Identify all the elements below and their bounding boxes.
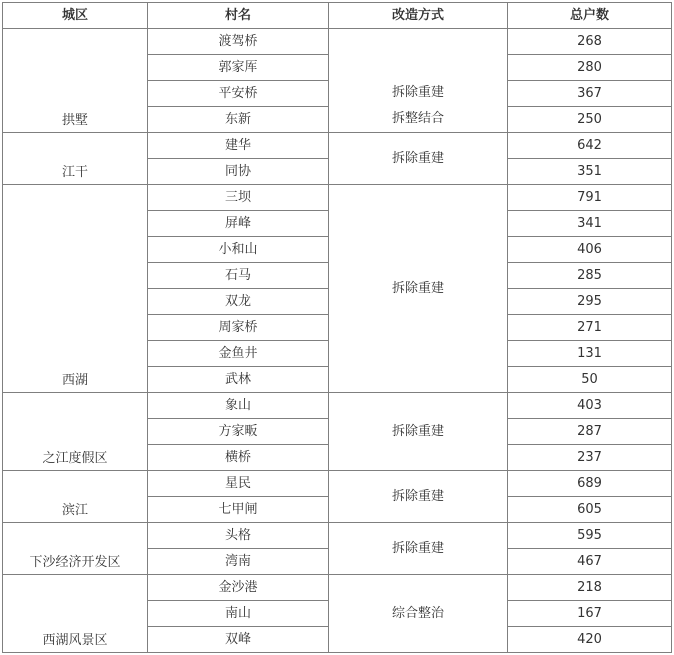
method-label: 拆整结合	[391, 111, 444, 126]
header-village: 村名	[148, 3, 329, 29]
renovation-method-cell: 拆除重建	[329, 393, 508, 471]
households-cell: 285	[508, 263, 672, 289]
village-name-cell: 七甲闸	[148, 497, 329, 523]
households-cell: 791	[508, 185, 672, 211]
households-cell: 295	[508, 289, 672, 315]
households-cell: 50	[508, 367, 672, 393]
village-name-cell: 渡驾桥	[148, 29, 329, 55]
village-name-cell: 金沙港	[148, 575, 329, 601]
table-row	[3, 393, 672, 419]
village-name-cell: 石马	[148, 263, 329, 289]
method-stack	[329, 80, 507, 132]
village-name-cell: 郭家厍	[148, 55, 329, 81]
households-cell: 642	[508, 133, 672, 159]
households-cell: 268	[508, 29, 672, 55]
header-households: 总户数	[508, 3, 672, 29]
village-name-cell: 星民	[148, 471, 329, 497]
village-name-cell: 屏峰	[148, 211, 329, 237]
village-name-cell: 三坝	[148, 185, 329, 211]
village-name-cell: 湾南	[148, 549, 329, 575]
method-label: 拆除重建	[391, 85, 444, 100]
village-name-cell: 建华	[148, 133, 329, 159]
district-cell: 西湖	[3, 185, 148, 393]
renovation-method-cell: 拆除重建	[329, 523, 508, 575]
district-cell: 之江度假区	[3, 393, 148, 471]
header-method: 改造方式	[329, 3, 508, 29]
village-name-cell: 小和山	[148, 237, 329, 263]
village-renovation-table	[2, 2, 672, 653]
village-name-cell: 横桥	[148, 445, 329, 471]
households-cell: 131	[508, 341, 672, 367]
village-name-cell: 周家桥	[148, 315, 329, 341]
renovation-method-cell: 拆除重建	[329, 471, 508, 523]
village-name-cell: 同协	[148, 159, 329, 185]
table-row	[3, 133, 672, 159]
households-cell: 595	[508, 523, 672, 549]
village-name-cell: 象山	[148, 393, 329, 419]
households-cell: 367	[508, 81, 672, 107]
renovation-method-cell: 综合整治	[329, 575, 508, 653]
district-cell: 西湖风景区	[3, 575, 148, 653]
households-cell: 287	[508, 419, 672, 445]
renovation-method-cell: 拆除重建	[329, 133, 508, 185]
households-cell: 341	[508, 211, 672, 237]
village-name-cell: 方家畈	[148, 419, 329, 445]
renovation-method-cell	[329, 29, 508, 133]
households-cell: 237	[508, 445, 672, 471]
renovation-method-cell: 拆除重建	[329, 185, 508, 393]
village-name-cell: 头格	[148, 523, 329, 549]
households-cell: 351	[508, 159, 672, 185]
table-row	[3, 523, 672, 549]
households-cell: 689	[508, 471, 672, 497]
households-cell: 250	[508, 107, 672, 133]
households-cell: 167	[508, 601, 672, 627]
village-name-cell: 东新	[148, 107, 329, 133]
district-cell: 江干	[3, 133, 148, 185]
households-cell: 605	[508, 497, 672, 523]
header-district: 城区	[3, 3, 148, 29]
village-name-cell: 武林	[148, 367, 329, 393]
table-row	[3, 575, 672, 601]
district-cell: 下沙经济开发区	[3, 523, 148, 575]
table-row	[3, 185, 672, 211]
village-name-cell: 双峰	[148, 627, 329, 653]
households-cell: 218	[508, 575, 672, 601]
households-cell: 420	[508, 627, 672, 653]
header-row	[3, 3, 672, 29]
table-row	[3, 471, 672, 497]
table-row	[3, 29, 672, 55]
households-cell: 280	[508, 55, 672, 81]
village-name-cell: 平安桥	[148, 81, 329, 107]
village-name-cell: 双龙	[148, 289, 329, 315]
district-cell: 滨江	[3, 471, 148, 523]
village-name-cell: 南山	[148, 601, 329, 627]
village-name-cell: 金鱼井	[148, 341, 329, 367]
households-cell: 271	[508, 315, 672, 341]
district-cell: 拱墅	[3, 29, 148, 133]
households-cell: 403	[508, 393, 672, 419]
households-cell: 467	[508, 549, 672, 575]
households-cell: 406	[508, 237, 672, 263]
